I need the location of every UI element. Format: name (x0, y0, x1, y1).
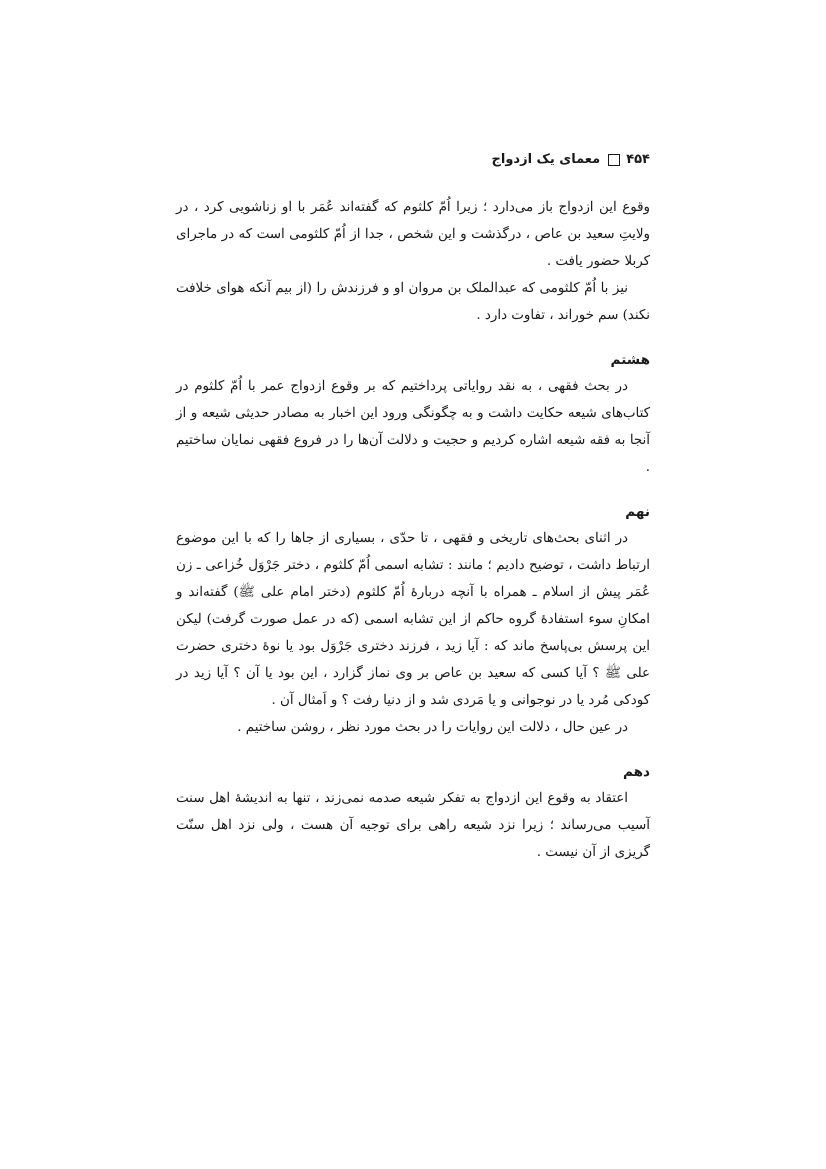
tenth-paragraph-1: اعتقاد به وقوع این ازدواج به تفکر شیعه صدمه نمی‌زند ، تنها به اندیشهٔ اهل سنت آسیب می‌رساند ؛ زیرا نزد شیعه راهی برای توجیه آن هست ، ولی نزد اهل سنّت گریزی از آن نیست . (176, 791, 650, 860)
eighth-paragraph-1: در بحث فقهی ، به نقد روایاتی پرداختیم که بر وقوع ازدواج عمر با اُمّ کلثوم در کتاب‌های شیعه حکایت داشت و به چگونگی ورود این اخبار به مصادر حدیثی شیعه و از آنجا به فقه شیعه اشاره کردیم و حجیت و دلالت آن‌ها را در فروع فقهی نمایان ساختیم . (176, 379, 650, 475)
intro-paragraph-2: نیز با اُمّ کلثومی که عبدالملک بن مروان او و فرزندش را (از بیم آنکه هوای خلافت نکند) سم خوراند ، تفاوت دارد . (176, 281, 650, 323)
ninth-paragraph-2: در عین حال ، دلالت این روایات را در بحث مورد نظر ، روشن ساختیم . (237, 720, 628, 735)
running-header (492, 152, 650, 167)
header-square-icon (608, 154, 620, 166)
intro-paragraph-1: وقوع این ازدواج باز می‌دارد ؛ زیرا اُمّ کلثوم که گفته‌اند عُمَر با او زناشویی کرد ، در ولایتِ سعید بن عاص ، درگذشت و این شخص ، جدا از اُمّ کلثومی است که در ماجرای کربلا حضور یافت . (176, 200, 650, 269)
running-title: معمای یک ازدواج (491, 152, 601, 167)
section-heading-eighth: هشتم (610, 352, 650, 368)
ninth-paragraph-1: در اثنای بحث‌های تاریخی و فقهی ، تا حدّی ، بسیاری از جاها را که با این موضوع ارتباط داشت ، توضیح دادیم ؛ مانند : تشابه اسمی اُمّ کلثوم ، دختر جَرْوَل خُزاعی ـ زن عُمَر پیش از اسلام ـ همراه با آنچه دربارهٔ اُمّ کلثوم (دختر امام علی ﷺ) گفته‌اند و امکانِ سوء استفادهٔ گروه حاکم از این تشابه اسمی (که در عمل صورت گرفت) لیکن این پرسش بی‌پاسخ ماند که : آیا زید ، فرزند دختری جَرْوَل بود یا نوهٔ دختری حضرت علی ﷺ ؟ آیا کسی که سعید بن عاص بر وی نماز گزارد ، این بود یا آن ؟ آیا زید در کودکی مُرد یا در نوجوانی و یا مَردی شد و از دنیا رفت ؟ و اَمثال آن . (176, 531, 650, 708)
section-heading-tenth: دهم (622, 764, 650, 780)
body-text (176, 194, 650, 866)
section-heading-ninth: نهم (625, 504, 650, 520)
page-number: ۴۵۴ (626, 152, 650, 167)
